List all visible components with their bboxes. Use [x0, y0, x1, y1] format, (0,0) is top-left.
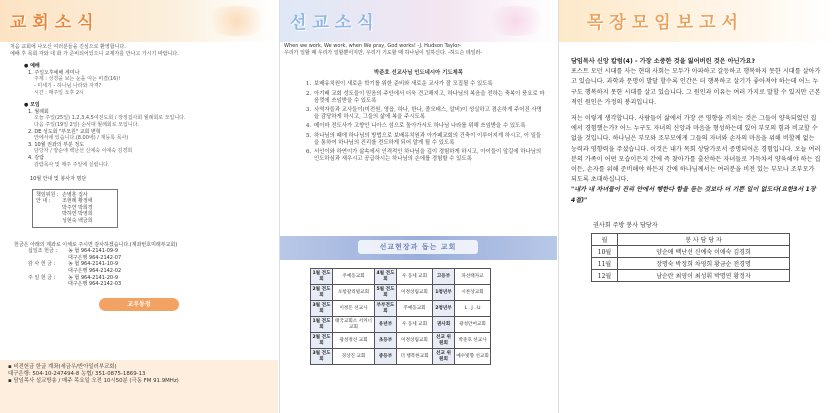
- intro-line: 예배 후 목회 자와 대 화 가 준비되어있으니 교제자를 만나고 가시기 바랍니다.: [10, 50, 179, 57]
- member-news-pill: 교우동정: [99, 298, 179, 311]
- footer-line: 대구은행: 504-10-247494-8 농협/ 351-0875-1869-13: [8, 371, 146, 378]
- banner-decoration: [202, 6, 272, 36]
- accounts-intro: 헌금은 아래의 계좌로 이체로 주시면 감사하겠습니다.(계좌번호미래부교회): [14, 241, 178, 248]
- duty-row: [36, 198, 114, 205]
- header-month: 월: [592, 233, 618, 245]
- account-number: 대구은행 964-2142-02: [68, 268, 122, 275]
- prayer-subtitle: 박준호 선교사님 인도네시아 기도제목: [374, 70, 463, 77]
- church-cell: 더 행복한교회: [397, 349, 433, 365]
- mission-support-table: [310, 268, 491, 365]
- account-label: 십일조 헌금 :: [28, 248, 58, 255]
- prayer-list: [280, 77, 557, 163]
- account-number: 대구은행 964-2142-03: [68, 281, 122, 288]
- duty-names: 조현례 황정애: [62, 198, 93, 205]
- group-cell: 2청년부: [433, 301, 455, 317]
- group-cell: 2월 전도회: [311, 333, 333, 349]
- duty-box: [32, 189, 118, 228]
- church-cell: 경상진 교회: [333, 349, 375, 365]
- group-cell: 유년부: [375, 317, 397, 333]
- table-row: [592, 257, 790, 269]
- cell-report-title: 목장모임보고서: [587, 13, 744, 33]
- church-cell: 시론상교회: [455, 285, 491, 301]
- mission-news-page: [279, 0, 557, 413]
- volunteers-cell: 장명숙 박정희 차영희 황금순 전경명: [618, 257, 790, 269]
- group-cell: 2월 전도회: [311, 285, 333, 301]
- duty-row: [36, 218, 114, 225]
- account-list: [14, 248, 268, 288]
- church-cell: 주예동교회: [397, 301, 433, 317]
- footer-line: ▪ 비전헌금 한글 계좌(세금우/반아일러부교회): [8, 364, 117, 370]
- church-cell: 이정돈 선교사: [333, 301, 375, 317]
- group-cell: 중등부: [375, 349, 397, 365]
- church-news-banner: [0, 0, 278, 42]
- news-section: [0, 102, 278, 168]
- duty-role: [36, 211, 62, 218]
- section-line: 감람목사 및 매주 주일에 실립니다.: [34, 161, 110, 168]
- church-cell: L . J . U: [455, 301, 491, 317]
- church-cell: 태국교회소 서커너 교회: [333, 317, 375, 333]
- mission-news-title: 선교소식: [290, 13, 380, 33]
- section-line: 2. DE 성도회 "부모원" 교회 변혁: [28, 128, 101, 135]
- group-cell: 부부전도회: [375, 301, 397, 317]
- section-line: 다음 주일(19일 2일) 순서대 월례회로 모입니다.: [34, 121, 140, 128]
- group-cell: 4월 전도회: [375, 269, 397, 285]
- footer-line: ▪ 담임목사 설교방송 / 매주 목요일 오전 10시50분 (극동 FM 91.9MHz): [8, 378, 179, 385]
- kitchen-duty-table: [591, 233, 790, 282]
- section-line: 4. 감람: [28, 154, 45, 161]
- section-line: 담당자 / 양순애 백난선 신예숙 이애숙 김경희: [34, 148, 133, 155]
- account-label: 주 일 헌 금 :: [28, 274, 56, 281]
- church-cell: 우 동세 교회: [397, 317, 433, 333]
- group-cell: 1월 전도회: [311, 317, 333, 333]
- cell-report-page: [558, 0, 835, 413]
- church-cell: 주예동교회: [333, 269, 375, 285]
- prayer-item: [306, 149, 545, 163]
- duty-names: 박주연 박희경: [62, 204, 93, 211]
- account-row: [14, 281, 268, 288]
- group-cell: 선교 위원회: [433, 333, 455, 349]
- prayer-text: 사역자들과 교사들이(미전원, 영읍, 하나, 한나, 졸모태스, 알비)이 성실하고 겸손하게 주어진 사명을 감당하게 하시고, 그들의 삶에 복을 주시도록: [314, 107, 542, 121]
- month-cell: 12월: [592, 269, 618, 281]
- news-sections: [0, 63, 278, 168]
- prayer-text: 아기배 교회 성도들이 믿음의 주안에서 더욱 견고해지고, 하나님의 복음을 전하는 축복이 풍요로 마음껏에 쓰임받을 수 있도록: [314, 90, 545, 104]
- prayer-number: 6.: [306, 149, 312, 156]
- prayer-item: [306, 107, 545, 121]
- section-line: 주제 : 성경을 보는 눈을 여는 비결(16)!: [34, 76, 121, 83]
- church-cell: 예수빛향 선교회: [455, 349, 491, 365]
- prayer-text: 보배유치원이 새로운 학기를 위한 준비와 새로운 교사가 잘 모집될 수 있도록: [314, 81, 493, 88]
- account-row: [14, 275, 268, 282]
- group-cell: 초등부: [375, 333, 397, 349]
- table-row: [311, 349, 491, 365]
- account-number: 농 협 964-2141-20-9: [68, 274, 119, 281]
- quote-line-ko: 우리가 일할 때 우리가 일할뿐이지만, 우리가 기도할 때 하나님이 일하신다. -허드슨 테일러-: [284, 49, 483, 56]
- prayer-item: [306, 123, 545, 130]
- mission-field-band: [280, 236, 557, 260]
- pastor-column: [559, 42, 835, 206]
- account-number: 농 협 964-2141-09-9: [68, 248, 119, 255]
- account-number: 대구은행 964-2142-07: [68, 254, 122, 261]
- table-row: [311, 317, 491, 333]
- account-row: [14, 268, 268, 275]
- column-paragraph: 포스트 모던 시대를 사는 현대 사회는 모두가 아파하고 갈등하고 행복하지 못한 시대를 살아가고 있습니다. 과학과 문명이 발달 할수록 인간은 더 행복하고 살기가 좋아져야 하는데 어느 누구도 행복하지 못한 시대를 살고 있습니다. 그 원인과 이유는 여러 가지로 말할 수 있지만 근본적인 원인은 가정의 붕괴입니다.: [571, 68, 821, 106]
- group-cell: 3월 전도회: [311, 349, 333, 365]
- prayer-item: [306, 133, 545, 147]
- account-label: [28, 268, 68, 275]
- duty-role: 안 내 :: [36, 198, 51, 205]
- section-line: - 미세기 - 하나님 나라와 자격?: [34, 82, 102, 89]
- news-section: [0, 63, 278, 96]
- table-row: [311, 301, 491, 317]
- church-cell: 광성안여교회: [455, 317, 491, 333]
- volunteers-cell: 양순애 백난선 신예숙 이애숙 김경희: [618, 245, 790, 257]
- section-line: 1. 주일오후예배 세미나: [28, 69, 80, 76]
- prayer-number: 3.: [306, 107, 312, 113]
- prayer-number: 2.: [306, 90, 312, 97]
- section-line: 3. 10월 권좌의 부분 정도: [28, 141, 85, 148]
- column-paragraph: 저는 이렇게 생각합니다. 사람들이 삶에서 가장 큰 영향을 끼치는 것은 그들이 양육되었던 집에서 경험했는가? 어느 누구도 자녀의 신앙과 마음을 형성하는데 있어 부모의 힘과 비교할 수 없을 것입니다. 하나님은 부모와 조부모에게 그들의 자녀와 손자의 마음을 위해 비할께 없는 능력과 영향력을 주셨습니다. 이것은 내가 목회 상담가로서 증명되어온 경험입니다. 오늘 여러분의 가족이 어떤 모습이든지 간에 즉 찾아가를 출산하든 자녀들로 가득차서 양육해야 하는 집이든, 손자를 위해 준비해야 하든지 간에 하나님께서는 여러분을 비전 있는 부모나 조부모가 되도록 초대하십니다.: [571, 115, 821, 184]
- cell-report-banner: [559, 0, 835, 42]
- prayer-text: 하나님의 때에 하나님의 방법으로 보배유치원과 아가페교회의 건축이 이루어지게 하시고, 이 일들을 통하여 하나님의 진리를 전도하게 되어 알게 될 수 있도록: [314, 132, 542, 146]
- month-cell: 10월: [592, 245, 618, 257]
- church-cell: 박준호 선교사: [455, 333, 491, 349]
- duty-role: [36, 205, 62, 212]
- duty-role: [36, 218, 62, 225]
- prayer-number: 4.: [306, 123, 312, 130]
- prayer-number: 1.: [306, 81, 312, 88]
- church-news-title: 교회소식: [10, 13, 100, 33]
- offering-accounts: [0, 242, 278, 288]
- group-cell: 고등부: [433, 269, 455, 285]
- duty-names: 성현숙 백금희: [62, 218, 93, 225]
- duty-role: 책임위원 :: [36, 191, 59, 198]
- duty-note: 10월 안내 및 봉사자 명단: [30, 176, 87, 183]
- kitchen-duty: [591, 220, 835, 282]
- table-row: [311, 285, 491, 301]
- group-cell: 5월 전도회: [375, 285, 397, 301]
- group-cell: 1청년부: [433, 285, 455, 301]
- section-line: 1. 월례회: [28, 108, 49, 115]
- prayer-text: 메이마 전도사가 고향인 니아스 섬으로 돌아가서도 하나님 나라를 위해 쓰임받을 수 있도록: [314, 123, 526, 130]
- church-cell: 포항갈리빌교회: [333, 285, 375, 301]
- church-cell: 광성정선 교회: [333, 333, 375, 349]
- intro-line: 처음 교회에 나오신 여러분들을 진심으로 환영합니다.: [10, 44, 126, 50]
- table-row: [311, 333, 491, 349]
- section-line: 안에서에 있습니다.(8.00에) / 재등록 목사): [34, 135, 129, 142]
- group-cell: 3월 전도회: [311, 301, 333, 317]
- account-row: [14, 248, 268, 255]
- table-row: [592, 245, 790, 257]
- church-cell: 이정상림교회: [397, 333, 433, 349]
- duty-names: 손병훈 집사: [62, 191, 88, 198]
- month-cell: 11월: [592, 257, 618, 269]
- prayer-text: 서인이와 하연이가 삶속에서 인격적인 하나님을 깊이 경험하게 하시고, 아이들이 앞길에 하나님의 인도하심과 새우시고 공급하시는 하나님의 손에를 경험할 수 있도록: [314, 149, 542, 163]
- volunteers-cell: 남순란 최영이 최성휘 박명연 황정자: [618, 269, 790, 281]
- section-heading: ● 예배: [24, 63, 40, 70]
- table-row: [592, 269, 790, 281]
- banner-decoration: [481, 6, 551, 36]
- column-title: 담임목사 신앙 칼럼(4) - 가장 소중한 것을 잃어버린 것은 아닌가요?: [571, 58, 756, 65]
- church-cell: 우 동세 교회: [397, 269, 433, 285]
- table-header-row: [592, 233, 790, 245]
- prayer-number: 5.: [306, 132, 312, 139]
- church-cell: 파선태자교: [455, 269, 491, 285]
- group-cell: 권사회: [433, 317, 455, 333]
- column-verse: "내가 내 자녀들이 진리 안에서 행한다 함을 듣는 것보다 더 기쁜 일이 없도다(요한3서 1장 4절)": [571, 186, 816, 204]
- account-label: 감 사 헌 금 :: [28, 261, 56, 268]
- duty-names: 박하연 박영희: [62, 211, 93, 218]
- group-cell: 1월 전도회: [311, 269, 333, 285]
- intro-text: [0, 42, 278, 57]
- account-number: 농 협 964-2141-10-9: [68, 261, 119, 268]
- account-row: [14, 261, 268, 268]
- account-label: [28, 281, 68, 288]
- prayer-item: [306, 81, 545, 88]
- mission-news-banner: [280, 0, 557, 42]
- header-volunteers: 봉 사 담 당 자: [618, 233, 790, 245]
- page1-footer: [0, 360, 278, 413]
- kitchen-duty-caption: 권사회 주방 봉사 담당자: [593, 221, 658, 229]
- section-heading: ● 모임: [24, 102, 40, 109]
- section-line: 시간 : 매주일 오후 2시: [34, 89, 84, 96]
- church-news-page: [0, 0, 278, 413]
- church-cell: 이정상림교회: [397, 285, 433, 301]
- section-line: 오늘 주일(25일) 1,2,3,4,5여전도회 / 장정집사회 월례회로 모입니다.: [34, 115, 186, 122]
- quote-line-en: When we work, We work, when We pray, God works! -J. Hudson Taylor-: [284, 43, 461, 49]
- prayer-item: [306, 91, 545, 105]
- mission-quote: [280, 42, 557, 56]
- group-cell: 선교 위원회: [433, 349, 455, 365]
- table-row: [311, 269, 491, 285]
- mission-field-title: 선교현장과 돕는 교회: [358, 240, 478, 254]
